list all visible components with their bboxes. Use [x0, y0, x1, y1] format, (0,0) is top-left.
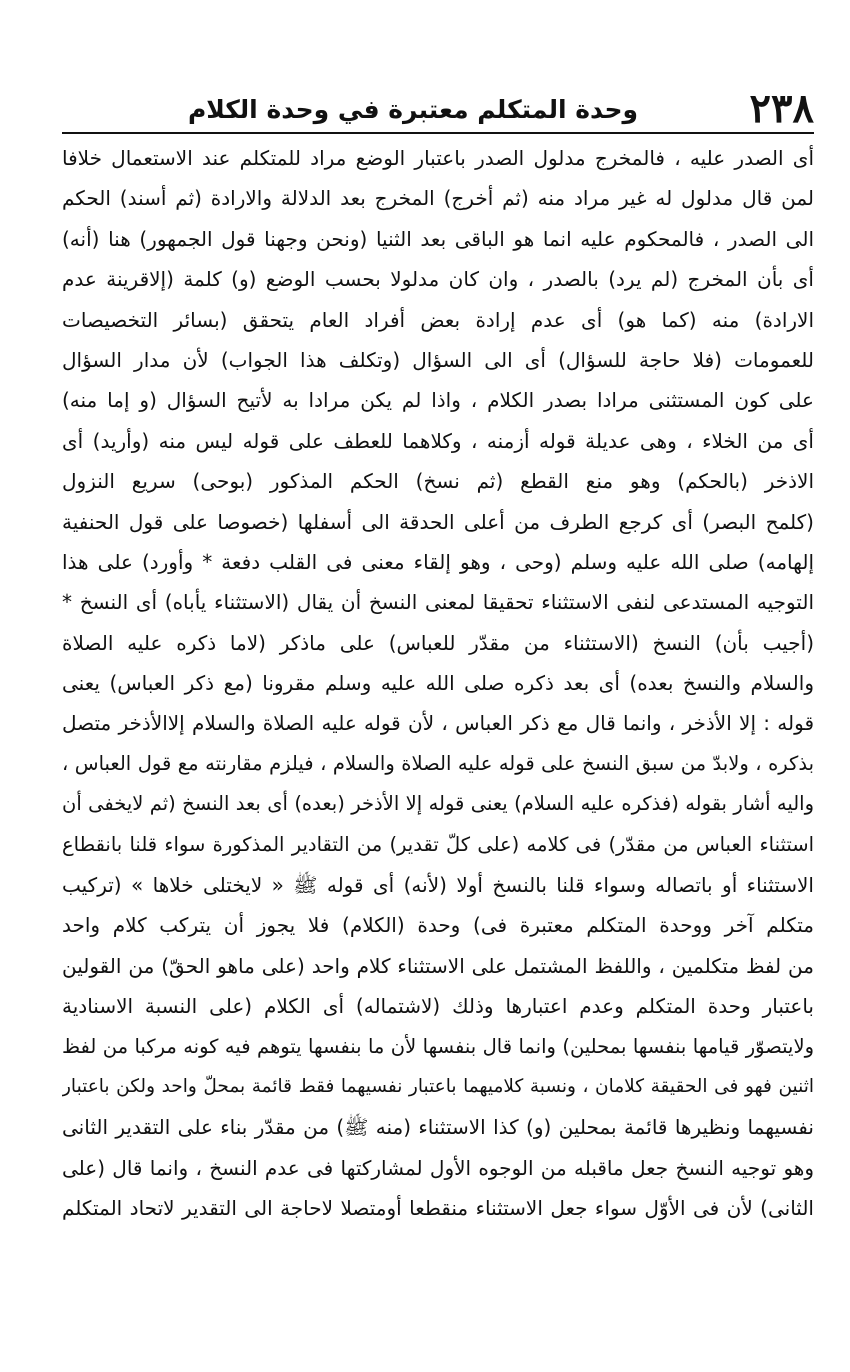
body-text — [62, 138, 814, 1229]
page-header — [62, 86, 814, 132]
text-line: التوجيه المستدعى لنفى الاستثناء تحقيقا لمعنى النسخ أن يقال (الاستثناء يأباه) أى النسخ * — [62, 590, 814, 615]
text-line: إلهامه) صلى الله عليه وسلم (وحى ، وهو إلقاء معنى فى القلب دفعة * وأورد) على هذا — [62, 549, 814, 574]
text-line: الاذخر (بالحكم) وهو منع القطع (ثم نسخ) الحكم المذكور (بوحى) سريع النزول — [62, 469, 814, 494]
running-title: وحدة المتكلم معتبرة في وحدة الكلام — [187, 95, 639, 124]
text-line: لمن قال مدلول له غير مراد منه (ثم أخرج) المخرج بعد الدلالة والارادة (ثم أسند) الحكم — [62, 186, 814, 211]
text-line: وهو توجيه النسخ جعل ماقبله من الوجوه الأول لمشاركتها فى عدم النسخ ، وانما قال (على — [62, 1155, 814, 1180]
text-line: بذكره ، ولابدّ من سبق النسخ على قوله عليه الصلاة والسلام ، فيلزم مقارنته مع قول العباس ، — [62, 751, 814, 775]
text-line: أى من الخلاء ، وهى عديلة قوله أزمنه ، وكلاهما للعطف على قوله ليس منه (وأريد) أى — [62, 428, 814, 453]
text-line: نفسيهما ونظيرها قائمة بمحلين (و) كذا الاستثناء (منه ﷺ) من مقدّر بناء على التقدير الثانى — [62, 1115, 814, 1140]
text-line: للعمومات (فلا حاجة للسؤال) أى الى السؤال (وتكلف هذا الجواب) لأن مدار السؤال — [62, 347, 814, 372]
text-line: (أجيب بأن) النسخ (الاستثناء من مقدّر للعباس) على ماذكر (لاما ذكره عليه الصلاة — [62, 630, 814, 655]
text-line: أى الصدر عليه ، فالمخرج مدلول الصدر باعتبار الوضع مراد للمتكلم عند الاستعمال خلافا — [62, 146, 814, 170]
text-line: والسلام والنسخ بعده) أى بعد ذكره صلى الله عليه وسلم مقرونا (مع ذكر العباس) يعنى — [62, 671, 814, 696]
text-line: (كلمح البصر) أى كرجع الطرف من أعلى الحدقة الى أسفلها (خصوصا على قول الحنفية — [62, 509, 814, 534]
text-line: الى الصدر ، فالمحكوم عليه انما هو الباقى بعد الثنيا (ونحن وجهنا قول الجمهور) هنا (أنه) — [62, 226, 814, 251]
text-line: الاستثناء أو باتصاله وسواء قلنا بالنسخ أولا (لأنه) أى قوله ﷺ « لايختلى خلاها » (تركيب — [62, 873, 814, 898]
text-line: اثنين فهو فى الحقيقة كلامان ، ونسبة كلاميهما باعتبار نفسيهما فقط قائمة بمحلّ واحد ولكن باعتبار — [62, 1075, 814, 1097]
text-line: على كون المستثنى مرادا بصدر الكلام ، واذا لم يكن مرادا به لأتيح السؤال (و إما منه) — [62, 388, 814, 413]
page-number: ٢٣٨ — [749, 85, 814, 132]
text-line: استثناء العباس من مقدّر) فى كلامه (على كلّ تقدير) من التقادير المذكورة سواء قلنا بانقطاع — [62, 832, 814, 856]
text-line: متكلم آخر ووحدة المتكلم معتبرة فى) وحدة (الكلام) فلا يجوز أن يتركب كلام واحد — [62, 913, 814, 938]
text-line: ولايتصوّر قيامها بنفسها بمحلين) وانما قال بنفسها لأن ما بنفسها يتوهم فيه كونه مركبا من لفظ — [62, 1034, 814, 1058]
text-line: واليه أشار بقوله (فذكره عليه السلام) يعنى قوله إلا الأذخر (بعده) أى بعد النسخ (ثم لايخفى أن — [62, 792, 814, 816]
text-line: الثانى) لأن فى الأوّل سواء جعل الاستثناء منقطعا أومتصلا لاحاجة الى التقدير لاتحاد المتكلم — [62, 1196, 814, 1221]
text-line: قوله : إلا الأذخر ، وانما قال مع ذكر العباس ، لأن قوله عليه الصلاة والسلام إلاالأذخر متصل — [62, 711, 814, 736]
text-line: من لفظ متكلمين ، واللفظ المشتمل على الاستثناء كلام واحد (على ماهو الحقّ) من القولين — [62, 953, 814, 978]
header-rule — [62, 132, 814, 134]
text-line: الارادة) منه (كما هو) أى عدم إرادة بعض أفراد العام يتحقق (بسائر التخصيصات — [62, 307, 814, 332]
text-line: باعتبار وحدة المتكلم وعدم اعتبارها وذلك (لاشتماله) أى الكلام (على النسبة الاسنادية — [62, 994, 814, 1019]
text-line: أى بأن المخرج (لم يرد) بالصدر ، وان كان مدلولا بحسب الوضع (و) كلمة (إلاقرينة عدم — [62, 267, 814, 292]
